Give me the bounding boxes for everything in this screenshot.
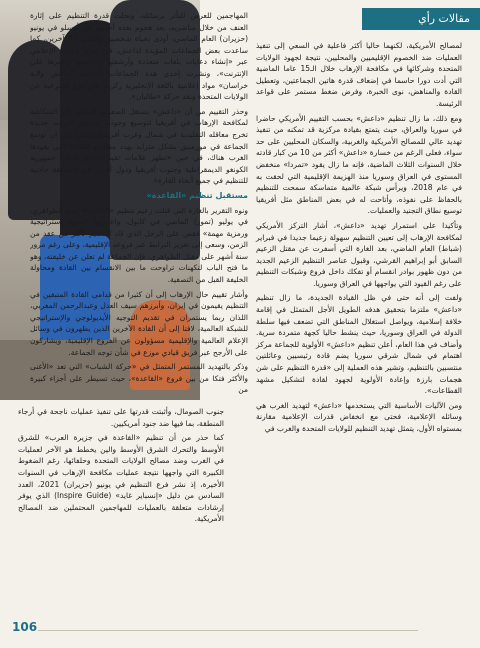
article-column-bottom-left <box>18 406 224 596</box>
page-number: 106 <box>12 620 38 634</box>
paragraph: المهاجمين للعرض للتأثر برسائله، وتجلت قدرة التنظيم على إثارة العنف من خلال مناصريه، بعد هجوم نفذه أحدهم في أوسلو في يونيو (حزيران) العام الماضي، أودى بحياة شخصين وأصاب 21 آخرين، كما ساعدت بعض الجماعات المؤيدة لداعش، في تعزيز وجوده الإعلامي عبر «إنشاء دعايات بلغات متعددة وأرشفتها وترجمتها ونشرها على الإنترنت»، ونشرت إحدى هذه الجماعات الداعمة لداعش ولاية خراسان» مواد إعلامية باللغة الإنجليزية ركزت على نزع الشرعية عن الولايات المتحدة ونقد حركة «طالبان». <box>30 11 248 102</box>
paragraph: وذكر بالتهديد المستمر المتمثل في «حركة الشباب» التي تعد «الأغنى والأكثر فتكا من بين فروع «القاعدة»، حيث تسيطر على أجزاء كبيرة من <box>30 362 248 395</box>
paragraph: وحذر التقييم من أن «داعش» يستغل الضعوط المحلية غير المتكافئة لمكافحة الإرهاب في أفريقيا لتوسيع وجوده، وتطوير قدرات جديدة تخرج معاقله التقليدية في شمال وغرب أفريقيا، مشيرا إلى أن توسع الجماعة في موزمبيق بشكل متزايد يهدد مشاريع الطاقة التي يقودها الغرب هناك، في حين «تظهر علامات تفيد «داعش» في جمهورية الكونغو الديمقراطية وجنوب أفريقيا ودول أخرى في المنطقة جاذبية للتنظيم في جميع أنحاء القارة». <box>30 106 248 186</box>
subheading: مستقبل تنظيم «القاعدة» <box>146 190 248 200</box>
article-column-second <box>30 10 248 404</box>
paragraph: ولفت إلى أنه حتى في ظل القيادة الجديدة، ما زال تنظيم «داعش» ملتزما بتحقيق هدفه الطويل الأجل المتمثل في إقامة خلافة إسلامية، ويواصل استغلال المناطق التي تضعف فيها سلطة الدولة في العراق وسوريا، حيث ينشط حاليا كجهة متمردة سرية. وأضاف في هذا العام، أعلن تنظيم «داعش» الأولوية للجماعة مركز اهتمام في شمال شرقي سوريا يضم قادة رئيسيين وعائلتين منتسبين بالتنظيم، وتشير هذه العملية إلى «قدرة التنظيم على شن هجمات بارزة وإعادة الأولوية لجهود لقادة لتشكيل مشهد القطاعات». <box>256 293 462 396</box>
section-header-label: مقالات رأي <box>418 12 470 25</box>
section-header <box>362 8 480 30</box>
paragraph: لمصالح الأمريكية، لكنهما حاليا أكثر فاعلية في السعي إلى تنفيذ العمليات ضد الخصوم الإقليميين والمحليين، نتيجة لجهود الولايات المتحدة وشركائها في مكافحة الإرهاب خلال الـ15 عاما الماضية التي أدت دورا حاسما في إضعاف قدرة هاتين الجماعتين، وتعطيل القادة والمناهض، نوى الخبرة، وفرض ضغط مستمر على قواعد الرئيسة. <box>256 41 462 108</box>
paragraph: وتأكيدا على استمرار تهديد «داعش»، أشار التركز الأمريكي لمكافحة الإرهاب إلى تعيين التنظيم سهولة زعيما جديدا في فبراير (شباط) العام الماضي، بعد الغارة التي أسفرت عن مقتل الزعيم السابق أبو إبراهيم القرشي، وقبول عناصر التنظيم الزعيم الجديد من دون ظهور بوادر انقسام أو تفكك داخل فروع وشبكات التنظيم على رغم القيود التي يواجهها في العراق وسوريا. <box>256 220 462 288</box>
footer-rule <box>38 630 418 631</box>
paragraph: ومع ذلك، ما زال تنظيم «داعش» بحسب التقييم الأمريكي حاضرا في سوريا والعراق، حيث يتمتع بقيادة مركزية قد تمكنه من تنفيذ تهديد عالي للمصالح الأمريكية والغربية، والسكان المحليين على حد سواء، فعلى الرغم من خسارة «داعش» أكثر من 10 من كبار قادته خلال السنوات الثلاث الماضية، فإنه ما زال يقود «تمردا» منخفض المستوى في العراق وسوريا منذ الهزيمة الإقليمية التي لحقت به في عام 2018، ويرأس شبكة عالمية متماسكة سمحت للتنظيم بالحفاظ على نفوذه، وأتاحت له في بعض المناطق مثل أفريقيا توسيع نطاق التجنيد والعمليات. <box>256 113 462 216</box>
paragraph: ومن الآليات الأساسية التي يستخدمها «داعش» لتهديد الغرب هي وسائله الإعلامية، فحتى مع انخفاض قدرات الإعلامية مقارنة بمستواه الأول، يتمثل تهديد التنظيم للولايات المتحدة والغرب في <box>256 400 462 433</box>
paragraph: وأشار تقييم حال الإرهاب إلى أن كثيرا من قدامى القادة المتبقين في التنظيم يقيمون في إيران، وأبرزهم سيف العدل وعبدالرحمن المغربي، اللذان ربما يستمران في تقديم التوجيه الأيديولوجي والإستراتيجي للشبكة العالمية، لافتا إلى أن القادة الآخرين الذين يظهرون في وسائل الإعلام العالمية والإقليمية مسؤولون عن الفروع الإقليمية، ويشاركون على الأرجح عبر فريق قيادي موزع في شأن توجه الجماعة. <box>30 289 248 357</box>
paragraph: جنوب الصومال، وأثبتت قدرتها على تنفيذ عمليات ناجحة في أرجاء المنطقة، بما فيها ضد جنود أمريكيين. <box>18 407 224 428</box>
paragraph: كما حذر من أن تنظيم «القاعدة في جزيرة العرب» للشرق الأوسط والتحرك الشرق الأوسط والين يخطط هو الآخر لعمليات في الغرب وضد مصالح الولايات المتحدة وحلفائها، رغم الضغوط الكبيرة التي واجهها نتيجة عمليات مكافحة الإرهاب في السنوات الأخيرة، إذ نشر فرع التنظيم في يونيو (حزيران) 2021، العدد السادس من دليل «إنسباير غايد» (Inspire Guide) الذي يوفر إرشادات متعلقة بالعمليات للمهاجمين المحتملين ضد المصالح الأمريكية. <box>18 433 224 524</box>
article-column-right <box>256 40 462 630</box>
paragraph: ونوه التقرير بالغارة التي قتلت زعيم تنظيم «القاعدة» أيمن الظواهري، في يوليو (تموز) الماضي في كابول، واعتبرتها «ضربة إستراتيجية ورمزية مهمة» فقص على الرجل الذي قاد التنظيم لأكثر من عقد من الزمن، وسعى إلى تعزيز الترابط عبر فروعه الإقليمية، وعلى رغم مرور سنة أشهر على مقتل الظواهري، فإن الجماعة لم تعلن عن خليفته، وهو ما فتح الباب لتكهنات تراوحت ما بين الانقسام بين القادة ومحاولة الخليفة القبل من التصفية. <box>30 205 248 285</box>
